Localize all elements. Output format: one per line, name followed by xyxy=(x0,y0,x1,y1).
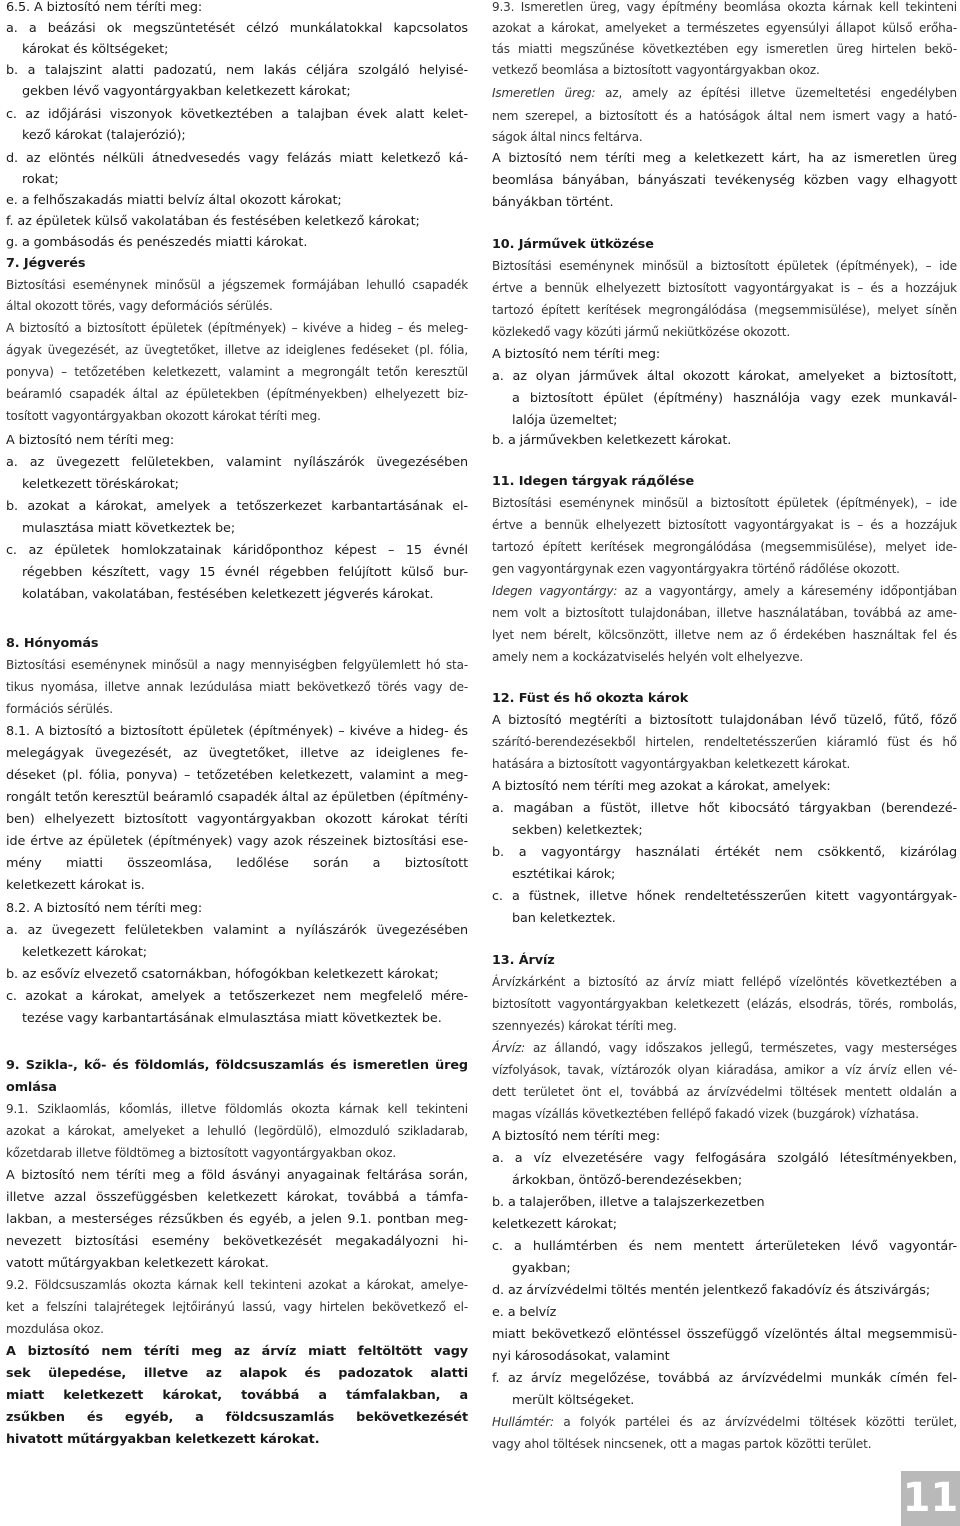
text-line: miatt bekövetkező elöntéssel összefüggő vízelöntés által megsemmisü- xyxy=(492,1327,957,1342)
text-line: ben) elhelyezett biztosított vagyontárgyakban okozott károkat téríti xyxy=(6,812,468,827)
text-line: ban keletkeztek. xyxy=(512,911,616,926)
section-heading: 13. Árvíz xyxy=(492,953,555,968)
text-line: bányákban történt. xyxy=(492,195,614,210)
text-line: Biztosítási eseménynek minősül a jégszemek formájában lehulló csapadék xyxy=(6,278,468,292)
text-line: ide értve az épületek (építmények) vagy azok részeinek biztosítási ese- xyxy=(6,834,468,849)
text-line: károkat és költségeket; xyxy=(22,42,169,57)
definition-text: a folyók partélei és az árvízvédelmi töltések közötti terület, xyxy=(553,1415,957,1429)
text-line: tikus nyomása, illetve annak lezúdulása miatt bekövetkező törés vagy de- xyxy=(6,680,468,694)
text-line: a biztosított épület (építmény) használója vagy ezek munkavál- xyxy=(512,391,957,406)
text-line: a. magában a füstöt, illetve hőt kibocsátó tárgyakban (berendezé- xyxy=(492,801,957,816)
text-line: formációs sérülés. xyxy=(6,702,113,716)
text-line: biztosított vagyontárgyakban keletkezett (elázás, elsodrás, törés, rombolás, xyxy=(492,997,957,1011)
text-line: melegágyak üvegezését, az üvegtetőket, illetve az ideiglenes fe- xyxy=(6,746,468,761)
section-heading: 7. Jégverés xyxy=(6,256,86,271)
text-line: a. a beázási ok megszüntetését célzó munkálatokkal kapcsolatos xyxy=(6,21,468,36)
text-line: a. a víz elvezetésére vagy felfogására szolgáló létesítményekben, xyxy=(492,1151,957,1166)
text-line: ágyak üvegezését, az üvegtetőket, illetve az ideiglenes fedéseket (pl. fólia, xyxy=(6,343,468,357)
text-line: nyi károsodásokat, valamint xyxy=(492,1349,670,1364)
text-line: tartozó épített kerítések megrongálódása (megsemmisülése), melyet síněn xyxy=(492,303,957,317)
text-line: ket a felszíni talajrétegek lejtőirányú lassú, vagy hirtelen bekövetkező el- xyxy=(6,1300,468,1314)
text-line: A biztosító a biztosított épületek (építmények) – kivéve a hideg – és meleg- xyxy=(6,321,468,335)
text-line: azokat a károkat, amelyeket a lehulló (legördülő), elmozduló szikladarab, xyxy=(6,1124,468,1138)
text-line: szennyezés) károkat téríti meg. xyxy=(492,1019,677,1033)
text-line: tartozó épített kerítések megrongálódása (megsemmisülése), melyet ide- xyxy=(492,540,957,554)
text-line: a. az üvegezett felületekben, valamint nyílászárók üvegezésében xyxy=(6,455,468,470)
text-line: hatására a biztosított vagyontárgyakban keletkezett károkat. xyxy=(492,757,851,771)
text-line: d. az árvízvédelmi töltés mentén jelentkező fakadóvíz és átszivárgás; xyxy=(492,1283,931,1298)
text-line: 9.1. Sziklaomlás, kőomlás, illetve földomlás okozta kárnak kell tekinteni xyxy=(6,1102,468,1116)
text-line: ponyva) – tetőzetében keletkezett, valamint a megrongált tetőn keresztül xyxy=(6,365,468,379)
text-line: e. a belvíz xyxy=(492,1305,557,1320)
text-line: sekben) keletkeztek; xyxy=(512,823,643,838)
text-line: b. az esővíz elvezető csatornákban, hófogókban keletkezett károkat; xyxy=(6,967,439,982)
text-line: b. azokat a károkat, amelyek a tetőszerkezet karbantartásának el- xyxy=(6,499,468,514)
section-heading: A biztosító nem téríti meg az árvíz miatt feltöltött vagy xyxy=(6,1344,468,1359)
text-line: A biztosító nem téríti meg azokat a károkat, amelyek: xyxy=(492,779,831,794)
text-line: Biztosítási eseménynek minősül a biztosított épületek (építmények), – ide xyxy=(492,496,957,510)
text-line: c. az időjárási viszonyok következtében a talajban évek alatt kelet- xyxy=(6,107,468,122)
section-heading: omlása xyxy=(6,1080,57,1095)
text-line: értve a bennük elhelyezett biztosított vagyontárgyakat is – és a hozzájuk xyxy=(492,518,957,532)
text-line: kező károkat (talajerózió); xyxy=(22,128,186,143)
text-line: beáramló csapadék által az épületekben (építményekben) elhelyezett biz- xyxy=(6,387,468,401)
definition-text: az a vagyontárgy, amely a káresemény időpontjában xyxy=(617,584,957,598)
text-line: a. az olyan járművek által okozott károkat, amelyeket a biztosított, xyxy=(492,369,957,384)
text-line: esztétikai károk; xyxy=(512,867,616,882)
text-line: tás miatti megszűnése következtében egy ismeretlen üreg hirtelen bekö- xyxy=(492,42,957,56)
section-heading: 10. Járművek ütközése xyxy=(492,237,654,252)
text-line: f. az árvíz megelőzése, továbbá az árvízvédelmi munkák címén fel- xyxy=(492,1371,957,1386)
section-heading: sek ülepedése, illetve az alapok és padozatok alatti xyxy=(6,1366,468,1381)
text-line: régebben készített, vagy 15 évnél régebben felújított külső bur- xyxy=(22,565,468,580)
text-line: rokat; xyxy=(22,172,59,187)
text-line: keletkezett károkat; xyxy=(22,945,147,960)
text-line: b. a talajerőben, illetve a talajszerkezetben xyxy=(492,1195,765,1210)
text-line: nevezett biztosítási esemény bekövetkezését megakadályozni hi- xyxy=(6,1234,468,1249)
text-line: c. a füstnek, illetve hőnek rendeltetésszerűen kitett vagyontárgyak- xyxy=(492,889,957,904)
text-line: Biztosítási eseménynek minősül a nagy mennyiségben felgyülemlett hó sta- xyxy=(6,658,468,672)
text-line: 9.3. Ismeretlen üreg, vagy építmény beomlása okozta kárnak kell tekinteni xyxy=(492,0,957,14)
definition-line xyxy=(492,1412,957,1433)
text-line: lakban, a mesterséges rézsűkben és egyéb, a jelen 9.1. pontban meg- xyxy=(6,1212,468,1227)
section-heading: miatt keletkezett károkat, továbbá a támfalakban, a xyxy=(6,1388,468,1403)
text-line: közlekedő vagy közúti jármű nekiütközése okozott. xyxy=(492,325,790,339)
text-line: nem szerepel, a biztosított és a hatóságok által nem ismert vagy a ható- xyxy=(492,109,957,123)
text-line: lalója üzemeltet; xyxy=(512,413,618,428)
definition-line xyxy=(492,83,957,104)
text-line: gyakban; xyxy=(512,1261,571,1276)
text-line: dett területet önt el, továbbá az árvízvédelmi töltések mentett oldalán a xyxy=(492,1085,957,1099)
text-line: 8.2. A biztosító nem téríti meg: xyxy=(6,901,203,916)
text-line: lyet nem bérelt, kölcsönzött, illetve nem az ő érdekében használtak fel és xyxy=(492,628,957,642)
text-line: árkokban, öntöző-berendezésekben; xyxy=(512,1173,743,1188)
text-line: mulasztása miatt következtek be; xyxy=(22,521,236,536)
text-line: keletkezett károkat is. xyxy=(6,878,145,893)
text-line: A biztosító nem téríti meg a föld ásványi anyagainak feltárása során, xyxy=(6,1168,468,1183)
text-line: 6.5. A biztosító nem téríti meg: xyxy=(6,0,203,15)
text-line: vatott műtárgyakban keletkezett károkat. xyxy=(6,1256,269,1271)
text-line: Árvízkárként a biztosító az árvíz miatt fellépő vízelöntés következtében a xyxy=(492,975,957,989)
text-line: 8.1. A biztosító a biztosított épületek (építmények) – kivéve a hideg- és xyxy=(6,724,468,739)
text-line: vetkező beomlása a biztosított vagyontárgyakban okoz. xyxy=(492,63,820,77)
text-line: szárító-berendezésekből hirtelen, rendeltetésszerűen kiáramló füst és hő xyxy=(492,735,957,749)
text-line: e. a felhőszakadás miatti belvíz által okozott károkat; xyxy=(6,193,342,208)
defined-term: Idegen vagyontárgy: xyxy=(492,584,618,598)
text-line: nem volt a biztosított tulajdonában, illetve használatában, továbbá az ame- xyxy=(492,606,957,620)
text-line: A biztosító nem téríti meg: xyxy=(492,347,661,362)
text-line: kőzetdarab illetve földtömeg a biztosított vagyontárgyakban okoz. xyxy=(6,1146,397,1160)
definition-line xyxy=(492,1038,957,1059)
text-line: beomlása bányában, bányászati tevékenység közben vagy elhagyott xyxy=(492,173,957,188)
text-line: értve a bennük elhelyezett biztosított vagyontárgyakat is – és a hozzájuk xyxy=(492,281,957,295)
section-heading: zsűkben és egyéb, a földcsuszamlás bekövetkezését xyxy=(6,1410,468,1425)
text-line: d. az elöntés nélküli átnedvesedés vagy felázás miatt keletkező ká- xyxy=(6,151,468,166)
defined-term: Ismeretlen üreg: xyxy=(492,86,596,100)
section-heading: 8. Hónyomás xyxy=(6,636,99,651)
text-line: b. a talajszint alatti padozatú, nem lakás céljára szolgáló helyisé- xyxy=(6,63,468,78)
text-line: 9.2. Földcsuszamlás okozta kárnak kell tekinteni azokat a károkat, amelye- xyxy=(6,1278,468,1292)
text-line: mozdulása okoz. xyxy=(6,1322,104,1336)
text-line: vízfolyások, tavak, víztározók olyan kiáradása, amikor a víz árvíz ellen vé- xyxy=(492,1063,957,1077)
text-line: ságok által nincs feltárva. xyxy=(492,130,643,144)
page-number: 11 xyxy=(901,1471,960,1526)
text-line: c. az épületek homlokzatainak káridőponthoz képest – 15 évnél xyxy=(6,543,468,558)
text-line: A biztosító nem téríti meg: xyxy=(6,433,175,448)
text-line: c. a hullámtérben és nem mentett árterületeken lévő vagyontár- xyxy=(492,1239,957,1254)
text-line: mény miatti összeomlása, ledőlése során a biztosított xyxy=(6,856,468,871)
text-line: keletkezett töréskárokat; xyxy=(22,477,179,492)
text-line: A biztosító nem téríti meg: xyxy=(492,1129,661,1144)
text-line: rongált tetőn keresztül beáramló csapadék által az épületben (építmény- xyxy=(6,790,468,805)
section-heading: 12. Füst és hő okozta károk xyxy=(492,691,689,706)
defined-term: Árvíz: xyxy=(492,1041,526,1055)
text-line: f. az épületek külső vakolatában és festésében keletkező károkat; xyxy=(6,214,420,229)
definition-text: az, amely az építési illetve üzemeltetési engedélyben xyxy=(595,86,957,100)
text-line: gen vagyontárgynak ezen vagyontárgyakra történő rádőlése okozott. xyxy=(492,562,900,576)
text-line: A biztosító megtéríti a biztosított tulajdonában lévő tüzelő, fűtő, főző xyxy=(492,713,957,728)
text-line: déseket (pl. fólia, ponyva) – tetőzetében keletkezett, valamint a meg- xyxy=(6,768,468,783)
section-heading: 11. Idegen tárgyak ráдőlése xyxy=(492,474,695,489)
text-line: által okozott törés, vagy deformációs sérülés. xyxy=(6,299,273,313)
text-line: a. az üvegezett felületekben valamint a nyílászárók üvegezésében xyxy=(6,923,468,938)
text-line: illetve azzal összefüggésben keletkezett károkat, továbbá a támfa- xyxy=(6,1190,468,1205)
text-line: kolatában, vakolatában, festésében keletkezett jégverés károkat. xyxy=(22,587,434,602)
defined-term: Hullámtér: xyxy=(492,1415,554,1429)
text-line: tezése vagy karbantartásának elmulasztása miatt következtek be. xyxy=(22,1011,442,1026)
section-heading: 9. Szikla-, kő- és földomlás, földcsuszamlás és ismeretlen üreg xyxy=(6,1058,468,1073)
text-line: g. a gombásodás és penészedés miatti károkat. xyxy=(6,235,308,250)
definition-line xyxy=(492,581,957,602)
text-line: tosított vagyontárgyakban okozott károkat téríti meg. xyxy=(6,409,321,423)
text-line: c. azokat a károkat, amelyek a tetőszerkezet nem megfelelő mére- xyxy=(6,989,468,1004)
text-line: merült költségeket. xyxy=(512,1393,635,1408)
text-line: keletkezett károkat; xyxy=(492,1217,617,1232)
text-line: azokat a károkat, amelyeket a természetes egyensúlyi állapot külső erőha- xyxy=(492,21,957,35)
text-line: vagy ahol töltések nincsenek, ott a magas partok közötti terület. xyxy=(492,1437,872,1451)
text-line: A biztosító nem téríti meg a keletkezett kárt, ha az ismeretlen üreg xyxy=(492,151,957,166)
text-line: Biztosítási eseménynek minősül a biztosított épületek (építmények), – ide xyxy=(492,259,957,273)
text-line: b. a vagyontárgy használati értékét nem csökkentő, kizárólag xyxy=(492,845,957,860)
text-line: magas vízállás következtében fellépő fakadó vizek (buzgárok) vízhatása. xyxy=(492,1107,919,1121)
text-line: gekben lévő vagyontárgyakban keletkezett károkat; xyxy=(22,84,351,99)
text-line: b. a járművekben keletkezett károkat. xyxy=(492,433,732,448)
definition-text: az állandó, vagy időszakos jellegű, természetes, vagy mesterséges xyxy=(525,1041,957,1055)
section-heading: hivatott műtárgyakban keletkezett károkat. xyxy=(6,1432,320,1447)
text-line: amely nem a kockázatviselés helyén volt elhelyezve. xyxy=(492,650,804,664)
